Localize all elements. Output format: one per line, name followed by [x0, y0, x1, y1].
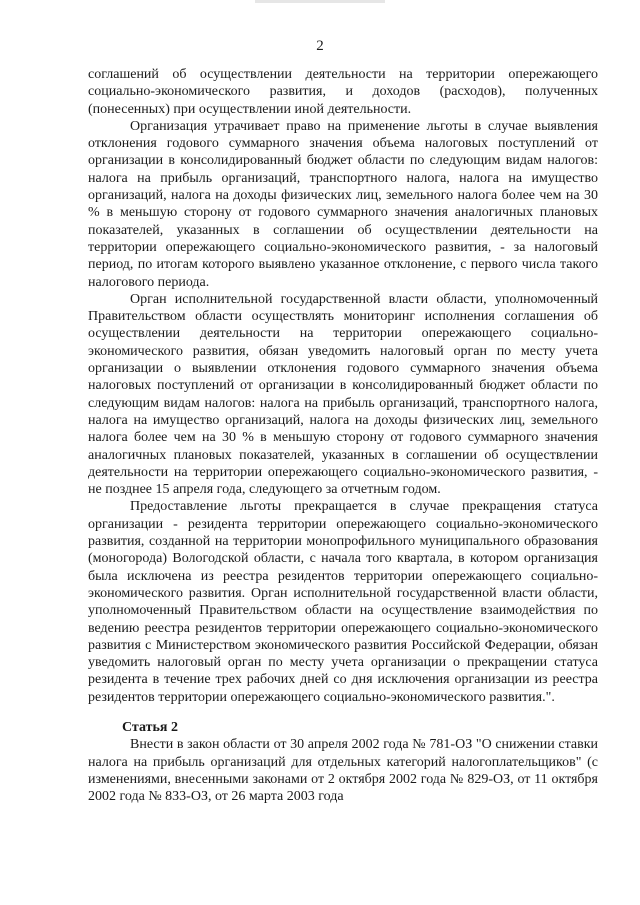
document-body: [88, 66, 598, 805]
paragraph-benefit-loss: Организация утрачивает право на применение льготы в случае выявления отклонения годового суммарного значения объема налоговых поступлений от организации в консолидированный бюджет области по следующим видам налогов: налога на прибыль организаций, транспортного налога, налога на имущество организаций, налога на доходы физических лиц, земельного налога более чем на 30 % в меньшую сторону от годового суммарного значения аналогичных плановых показателей, указанных в соглашении об осуществлении деятельности на территории опережающего социально-экономического развития, - за налоговый период, по итогам которого выявлено указанное отклонение, с первого числа такого налогового периода.: [88, 118, 598, 290]
article-text: Внести в закон области от 30 апреля 2002 года № 781-ОЗ "О снижении ставки налога на прибыль организаций для отдельных категорий налогоплательщиков" (с изменениями, внесенными законами от 2 октября 2002 года № 829-ОЗ, от 11 октября 2002 года № 833-ОЗ, от 26 марта 2003 года: [88, 737, 598, 805]
article-heading: Статья 2: [122, 719, 178, 735]
paragraph-benefit-termination: Предоставление льготы прекращается в случае прекращения статуса организации - резидента территории опережающего социально-экономического развития, созданной на территории монопрофильного муниципального образования (моногорода) Вологодской области, с начала того квартала, в котором организация была исключена из реестра резидентов территории опережающего социально-экономического развития. Орган исполнительной государственной власти области, уполномоченный Правительством области на осуществление взаимодействия по ведению реестра резидентов территории опережающего социально-экономического развития с Министерством экономического развития Российской Федерации, обязан уведомить налоговый орган по месту учета организации о прекращении статуса резидента в течение трех рабочих дней со дня исключения организации из реестра резидентов территории опережающего социально-экономического развития.".: [88, 499, 598, 705]
page-number: 2: [316, 38, 324, 54]
paragraph-monitoring-authority: Орган исполнительной государственной власти области, уполномоченный Правительством области осуществлять мониторинг исполнения соглашения об осуществлении деятельности на территории опережающего социально-экономического развития, обязан уведомить налоговый орган по месту учета организации о выявлении отклонения годового суммарного значения объема налоговых поступлений от организации в консолидированный бюджет области по следующим видам налогов: налога на прибыль организаций, транспортного налога, налога на имущество организаций, налога на доходы физических лиц, земельного налога более чем на 30 % в меньшую сторону от годового суммарного значения аналогичных плановых показателей, указанных в соглашении об осуществлении деятельности на территории опережающего социально-экономического развития, - не позднее 15 апреля года, следующего за отчетным годом.: [88, 291, 598, 498]
scan-artifact: [255, 0, 385, 3]
paragraph-continuation: соглашений об осуществлении деятельности на территории опережающего социально-экономического развития, и доходов (расходов), полученных (понесенных) при осуществлении иной деятельности.: [88, 67, 598, 117]
